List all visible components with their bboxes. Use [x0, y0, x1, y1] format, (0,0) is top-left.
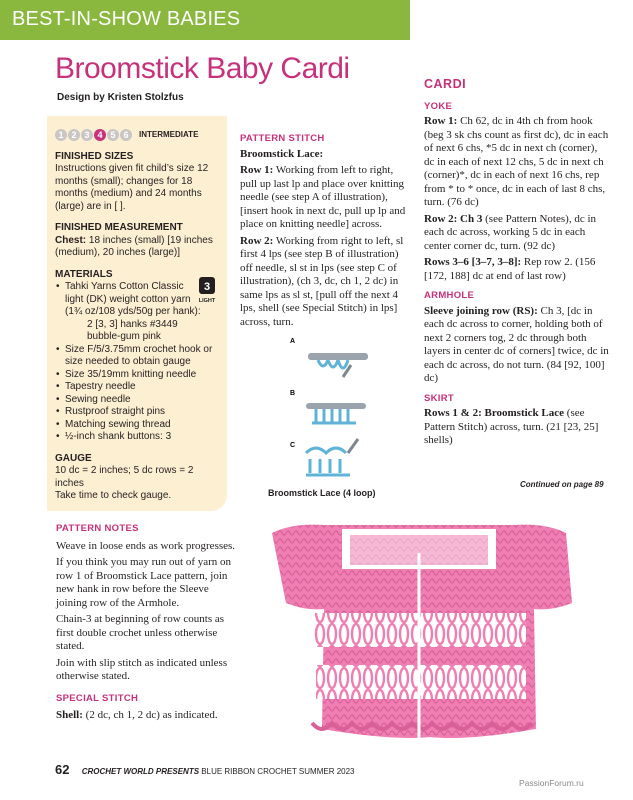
note-paragraph: Weave in loose ends as work progresses. — [56, 539, 236, 552]
skill-dot-4: 4 — [94, 129, 106, 141]
row-text: (see Pattern Notes), dc in each dc across, working 5 dc in each center corner dc, turn. (92 dc) — [424, 212, 597, 252]
sizes-heading: FINISHED SIZES — [55, 150, 134, 162]
notes-column — [56, 522, 236, 726]
special-stitch-text — [56, 709, 236, 723]
note-paragraph: Chain-3 at beginning of row counts as first double crochet unless otherwise stated. — [56, 613, 225, 652]
yarn-weight-number: 3 — [203, 281, 211, 293]
page-footer — [55, 762, 355, 777]
step-a-label: A — [290, 338, 296, 345]
gauge-text: 10 dc = 2 inches; 5 dc rows = 2 inches — [55, 465, 194, 489]
page-title: Broomstick Baby Cardi — [55, 52, 350, 85]
yarn-weight-icon — [198, 276, 216, 304]
list-item: • ½-inch shank buttons: 3 — [55, 431, 223, 444]
gauge-heading: GAUGE — [55, 452, 92, 464]
row-text: (see Pattern Stitch) across, turn. (21 [23, 25] shells) — [424, 407, 599, 446]
notes-heading: PATTERN NOTES — [56, 523, 139, 534]
illustration-caption: Broomstick Lace (4 loop) — [268, 488, 376, 498]
magazine-name: CROCHET WORLD PRESENTS — [81, 767, 200, 776]
list-item: • Rustproof straight pins — [55, 406, 223, 419]
skill-dot-6: 6 — [120, 129, 132, 141]
cardigan-photo — [254, 513, 584, 763]
armhole-heading: ARMHOLE — [424, 290, 475, 301]
step-b-drawing — [306, 403, 366, 423]
yoke-row-2 — [424, 213, 610, 254]
row-label: Rows 1 & 2: Broomstick Lace — [424, 407, 565, 419]
skill-level — [55, 129, 223, 142]
measurement-heading: FINISHED MEASUREMENT — [55, 222, 183, 233]
pattern-stitch-column — [240, 132, 412, 332]
row-text: Working from left to right, pull up last lp and place over knitting needle (see step A of illustration), [insert hook in next dc, pull up lp and place on knitting needle] across. — [240, 164, 406, 230]
row-label: Row 2: Ch 3 — [424, 212, 483, 225]
step-a-drawing — [308, 353, 368, 377]
skirt-row — [424, 407, 610, 448]
row-label: Row 1: — [240, 164, 274, 176]
yarn-weight-label: LIGHT — [198, 298, 216, 304]
pattern-stitch-heading: PATTERN STITCH — [240, 133, 325, 144]
list-item: • Matching sewing thread — [55, 419, 223, 432]
cardi-column — [424, 78, 610, 451]
note-paragraph: Join with slip stitch as indicated unless otherwise stated. — [56, 656, 228, 682]
row-text: (2 dc, ch 1, 2 dc) as indicated. — [85, 709, 218, 721]
measurement-label: Chest: — [55, 234, 87, 246]
broomstick-lace-illustration — [288, 335, 373, 483]
row-text: Ch 62, dc in 4th ch from hook (beg 3 sk chs count as first dc), dc in each of next 6 chs, *5 dc in next ch (corner), dc in each of next 12 chs, 5 dc in next ch (corner)*, dc in each of next 16 chs, rep from * to * once, dc in each of last 8 chs, turn. (76 dc) — [424, 115, 609, 208]
skill-dot-1: 1 — [55, 129, 67, 141]
row-text: Working from right to left, sl first 4 lps (see step B of illustration) off needle, sl st in lps (see step C of illustration), (ch 3, dc, ch 1, 2 dc) in same lps as sl st, [pull off the next 4 lps, shell (see Special Stitch) in lps] across, turn. — [240, 234, 404, 328]
cardi-heading: CARDI — [424, 77, 467, 91]
skill-label: INTERMEDIATE — [139, 130, 199, 139]
page-number: 62 — [55, 762, 70, 777]
skirt-heading: SKIRT — [424, 392, 454, 404]
list-item: • Tapestry needle — [55, 381, 223, 394]
yoke-rows-3-6 — [424, 256, 610, 283]
row-label: Rows 3–6 [3–7, 3–8]: — [424, 256, 522, 268]
armhole-row — [424, 305, 610, 386]
skill-dot-2: 2 — [68, 129, 80, 141]
list-item: • Sewing needle — [55, 394, 223, 407]
materials-list — [55, 281, 223, 444]
gauge-note: Take time to check gauge. — [55, 490, 172, 501]
row-label: Row 1: — [424, 115, 458, 127]
skill-dot-3: 3 — [81, 129, 93, 141]
row-text: Ch 3, [dc in each dc across to corner, holding both of next 2 corners tog, 2 dc through both layers in center dc of corners] twice, dc in each dc across, do not turn. (84 [92, 100] dc) — [424, 304, 609, 384]
pattern-row-1 — [240, 164, 412, 232]
measurement-value: 18 inches (small) [19 inches (medium), 20 inches (large)] — [55, 234, 213, 258]
continued-note: Continued on page 89 — [520, 480, 604, 489]
info-sidebar — [47, 116, 227, 511]
note-paragraph: If you think you may run out of yarn on row 1 of Broomstick Lace pattern, join new hank in row before the Sleeve joining row of the Armhole. — [56, 556, 232, 609]
watermark: PassionForum.ru — [519, 778, 584, 788]
step-b-label: B — [290, 390, 296, 397]
skill-dot-5: 5 — [107, 129, 119, 141]
step-c-label: C — [290, 442, 296, 449]
materials-heading: MATERIALS — [55, 268, 113, 280]
row-label: Row 2: — [240, 234, 274, 247]
row-label: Shell: — [56, 709, 83, 721]
special-stitch-heading: SPECIAL STITCH — [56, 692, 139, 704]
list-item: • Size F/5/3.75mm crochet hook or size needed to obtain gauge — [55, 344, 223, 369]
sizes-text: Instructions given fit child’s size 12 months (small); changes for 18 months (medium) and 24 months (large) are in [ ]. — [55, 163, 209, 212]
step-c-drawing — [306, 439, 358, 475]
yoke-heading: YOKE — [424, 100, 453, 112]
row-text: Rep row 2. (156 [172, 188] dc at end of last row) — [424, 256, 596, 282]
yoke-row-1 — [424, 115, 610, 210]
designer-byline: Design by Kristen Stolzfus — [57, 92, 184, 103]
pattern-stitch-subhead: Broomstick Lace: — [240, 147, 324, 160]
yarn-description: Tahki Yarns Cotton Classic light (DK) weight cotton yarn (1¾ oz/108 yds/50g per hank): — [65, 281, 201, 317]
issue-name: BLUE RIBBON CROCHET SUMMER 2023 — [201, 767, 355, 776]
section-banner — [0, 0, 410, 40]
banner-text: BEST-IN-SHOW BABIES — [12, 8, 241, 30]
list-item: • Size 35/19mm knitting needle — [55, 369, 223, 382]
cardigan-body — [272, 525, 572, 743]
yarn-amount: 2 [3, 3] hanks #3449 bubble-gum pink — [87, 318, 178, 342]
row-label: Sleeve joining row (RS): — [424, 304, 538, 317]
pattern-row-2 — [240, 235, 412, 330]
measurement-text — [55, 235, 223, 260]
